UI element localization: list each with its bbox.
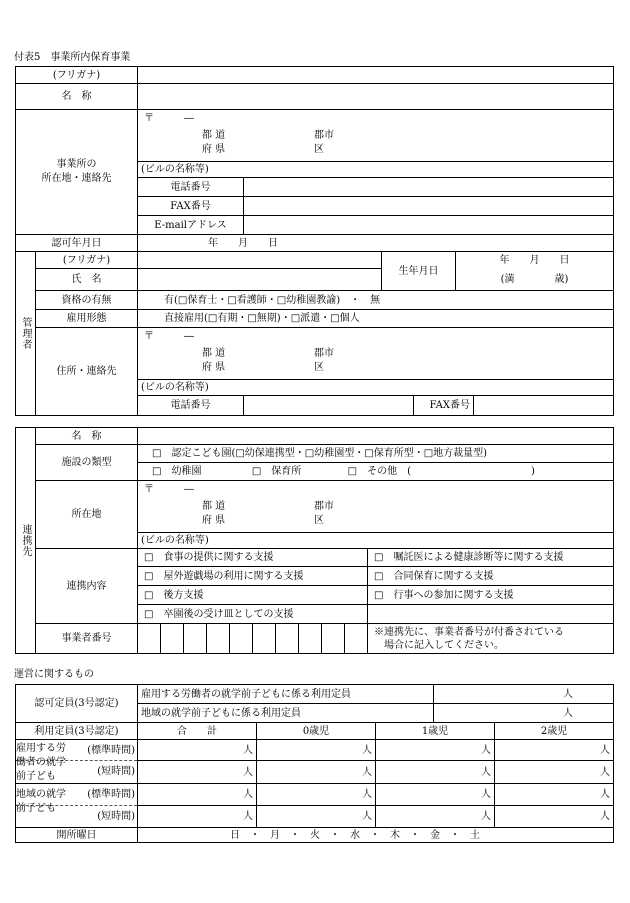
biz-furigana-label: (フリガナ)	[16, 67, 138, 84]
grp2-std-age0[interactable]: 人	[257, 784, 376, 806]
content-joint-care[interactable]: □ 合同保育に関する支援	[368, 567, 614, 586]
mgr-emp-label: 雇用形態	[36, 310, 138, 328]
col-age0: 0歳児	[257, 723, 376, 740]
partner-content-label: 連携内容	[36, 549, 138, 624]
content-empty	[368, 605, 614, 624]
mgr-address-field[interactable]	[138, 328, 614, 380]
type-other[interactable]: □ その他 ( )	[347, 466, 535, 477]
biz-fax-field[interactable]	[244, 197, 614, 216]
city-label-1: 郡市	[314, 130, 334, 141]
operations-table	[15, 684, 614, 843]
pref-label-1: 都 道	[202, 130, 226, 141]
mgr-fax-label: FAX番号	[414, 396, 474, 416]
grp2-short-age2[interactable]: 人	[495, 806, 614, 828]
grp2-std-row	[16, 784, 138, 814]
postal-mark: 〒 ―	[144, 484, 194, 495]
partner-section-label: 連携先	[16, 428, 36, 654]
approval-date-field[interactable]: 年 月 日	[138, 235, 614, 252]
biz-name-label: 名 称	[16, 84, 138, 110]
mgr-name-field[interactable]	[138, 269, 382, 291]
city-label-2: 区	[314, 362, 324, 373]
biz-tel-label: 電話番号	[138, 178, 244, 197]
grp2-std-age1[interactable]: 人	[376, 784, 495, 806]
biz-email-label: E-mailアドレス	[138, 216, 244, 235]
biz-fax-label: FAX番号	[138, 197, 244, 216]
grp1-std-age0[interactable]: 人	[257, 740, 376, 761]
col-age1: 1歳児	[376, 723, 495, 740]
days-label: 開所曜日	[16, 828, 138, 843]
cap-row2-value[interactable]: 人	[434, 704, 614, 723]
cap-row2-label: 地域の就学前子どもに係る利用定員	[138, 704, 434, 723]
form-caption: 付表5 事業所内保育事業	[14, 52, 131, 63]
grp1-short-age1[interactable]: 人	[376, 761, 495, 784]
facility-info-table	[15, 66, 614, 416]
biz-furigana-field[interactable]	[138, 67, 614, 84]
operations-caption: 運営に関するもの	[14, 669, 94, 680]
grp1-std-label: (標準時間)	[87, 745, 135, 756]
grp1-short-age0[interactable]: 人	[257, 761, 376, 784]
cap-row1-label: 雇用する労働者の就学前子どもに係る利用定員	[138, 685, 434, 704]
mgr-addr-label: 住所・連絡先	[36, 328, 138, 416]
cap-row1-value[interactable]: 人	[434, 685, 614, 704]
grp1-short-label: (短時間)	[97, 766, 135, 777]
pref-label-1: 都 道	[202, 348, 226, 359]
grp2-std-total[interactable]: 人	[138, 784, 257, 806]
biz-email-field[interactable]	[244, 216, 614, 235]
partner-info-table	[15, 427, 614, 654]
grp2-label: 地域の就学 前子ども	[16, 789, 66, 814]
partner-type-row2[interactable]	[138, 463, 614, 481]
col-age2: 2歳児	[495, 723, 614, 740]
mgr-emp-options[interactable]: 直接雇用(□有期・□無期)・□派遣・□個人	[138, 310, 614, 328]
city-label-2: 区	[314, 144, 324, 155]
city-label-2: 区	[314, 515, 324, 526]
content-after-graduation[interactable]: □ 卒園後の受け皿としての支援	[138, 605, 368, 624]
grp2-short-age0[interactable]: 人	[257, 806, 376, 828]
pref-label-2: 府 県	[202, 362, 226, 373]
biz-location-label: 事業所の 所在地・連絡先	[16, 110, 138, 235]
partner-name-field[interactable]	[138, 428, 614, 445]
biz-tel-field[interactable]	[244, 178, 614, 197]
postal-mark: 〒 ―	[144, 331, 194, 342]
partner-building-field[interactable]: (ビルの名称等)	[138, 533, 614, 549]
cap-label: 認可定員(3号認定)	[16, 685, 138, 723]
grp1-std-age1[interactable]: 人	[376, 740, 495, 761]
content-health-check[interactable]: □ 嘱託医による健康診断等に関する支援	[368, 549, 614, 567]
grp1-short-age2[interactable]: 人	[495, 761, 614, 784]
grp2-short-age1[interactable]: 人	[376, 806, 495, 828]
grp1-short-total[interactable]: 人	[138, 761, 257, 784]
mgr-tel-field[interactable]	[244, 396, 414, 416]
content-events[interactable]: □ 行事への参加に関する支援	[368, 586, 614, 605]
grp2-std-label: (標準時間)	[87, 789, 135, 800]
partner-bizno-label: 事業者番号	[36, 624, 138, 654]
mgr-furigana-label: (フリガナ)	[36, 252, 138, 269]
mgr-age-field[interactable]: (満 歳)	[456, 269, 614, 291]
partner-address-field[interactable]	[138, 481, 614, 533]
mgr-building-field[interactable]: (ビルの名称等)	[138, 380, 614, 396]
content-playground[interactable]: □ 屋外遊戯場の利用に関する支援	[138, 567, 368, 586]
postal-mark: 〒 ―	[144, 113, 194, 124]
days-options[interactable]: 日 ・ 月 ・ 火 ・ 水 ・ 木 ・ 金 ・ 土	[138, 828, 614, 843]
partner-bizno-note: ※連携先に、事業者番号が付番されている 場合に記入してください。	[368, 624, 614, 654]
partner-type-label: 施設の類型	[36, 445, 138, 481]
mgr-qual-options[interactable]: 有(□保育士・□看護師・□幼稚園教諭) ・ 無	[138, 291, 614, 310]
type-kindergarten[interactable]: □ 幼稚園	[152, 466, 202, 477]
pref-label-1: 都 道	[202, 501, 226, 512]
grp2-short-row	[16, 806, 138, 828]
grp1-short-row	[16, 761, 138, 784]
use-label: 利用定員(3号認定)	[16, 723, 138, 740]
mgr-tel-label: 電話番号	[138, 396, 244, 416]
approval-date-label: 認可年月日	[16, 235, 138, 252]
manager-section-label: 管理者	[16, 252, 36, 416]
mgr-name-label: 氏 名	[36, 269, 138, 291]
type-nursery[interactable]: □ 保育所	[251, 466, 302, 477]
grp2-std-age2[interactable]: 人	[495, 784, 614, 806]
pref-label-2: 府 県	[202, 515, 226, 526]
biz-address-field[interactable]	[138, 110, 614, 162]
grp2-short-label: (短時間)	[97, 811, 135, 822]
mgr-fax-field[interactable]	[474, 396, 614, 416]
mgr-furigana-field[interactable]	[138, 252, 382, 269]
partner-loc-label: 所在地	[36, 481, 138, 549]
city-label-1: 郡市	[314, 348, 334, 359]
pref-label-2: 府 県	[202, 144, 226, 155]
content-backup[interactable]: □ 後方支援	[138, 586, 368, 605]
partner-type-row1[interactable]: □ 認定こども園(□幼保連携型・□幼稚園型・□保育所型・□地方裁量型)	[138, 445, 614, 463]
biz-name-field[interactable]	[138, 84, 614, 110]
mgr-qual-label: 資格の有無	[36, 291, 138, 310]
content-meal-support[interactable]: □ 食事の提供に関する支援	[138, 549, 368, 567]
mgr-birth-label: 生年月日	[382, 252, 456, 291]
grp1-std-total[interactable]: 人	[138, 740, 257, 761]
biz-building-field[interactable]: (ビルの名称等)	[138, 162, 614, 178]
grp1-label: 雇用する労 働者の就学 前子ども	[16, 743, 66, 782]
grp2-short-total[interactable]: 人	[138, 806, 257, 828]
mgr-birth-date[interactable]: 年 月 日	[456, 252, 614, 269]
partner-bizno-field[interactable]	[138, 624, 368, 654]
col-total: 合 計	[138, 723, 257, 740]
partner-name-label: 名 称	[36, 428, 138, 445]
grp1-std-age2[interactable]: 人	[495, 740, 614, 761]
city-label-1: 郡市	[314, 501, 334, 512]
